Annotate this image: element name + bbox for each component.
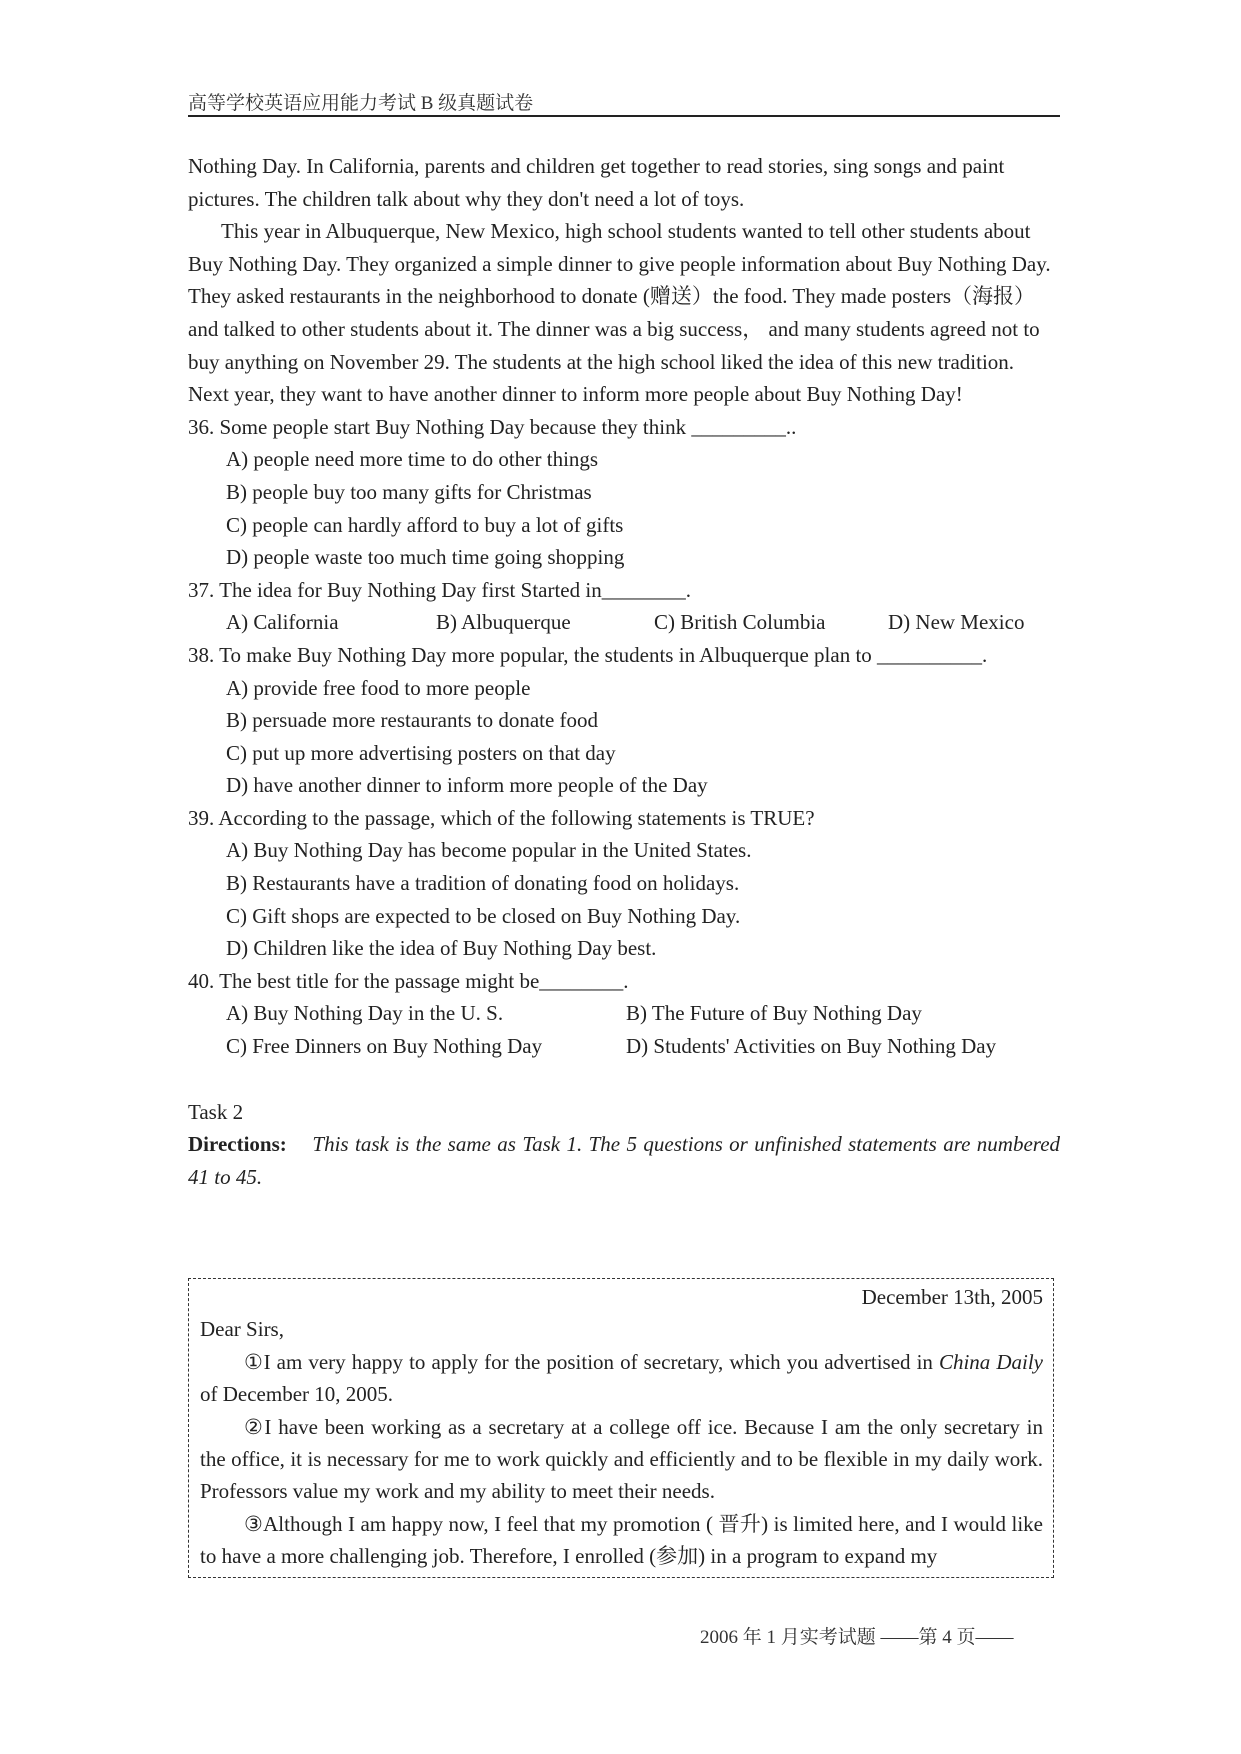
option-d: D) Children like the idea of Buy Nothing Day best. xyxy=(226,936,657,961)
letter-paragraph-2: ②I have been working as a secretary at a college off ice. Because I am the only secretary in the office, it is necessary for me to work quickly and efficiently and to be flexible in my daily work. Professors value my work and my ability to meet their needs. xyxy=(200,1414,1043,1504)
option-c: C) Free Dinners on Buy Nothing Day xyxy=(226,1034,543,1059)
option-d: D) New Mexico xyxy=(888,610,1025,635)
question-36 xyxy=(188,411,1060,574)
option-a: A) provide free food to more people xyxy=(226,675,531,700)
question-stem: 39. According to the passage, which of the following statements is TRUE? xyxy=(188,805,815,830)
letter-salutation: Dear Sirs, xyxy=(200,1317,284,1342)
option-b: B) people buy too many gifts for Christmas xyxy=(226,479,592,504)
page-footer: 2006 年 1 月实考试题 ——第 4 页—— xyxy=(700,1627,1014,1648)
option-d: D) have another dinner to inform more people of the Day xyxy=(226,773,708,798)
option-c: C) people can hardly afford to buy a lot of gifts xyxy=(226,512,624,537)
letter-p1-tail: of December 10, 2005. xyxy=(200,1382,394,1407)
option-b: B) persuade more restaurants to donate food xyxy=(226,708,599,733)
options-row xyxy=(188,1030,1060,1063)
option-c: C) put up more advertising posters on that day xyxy=(226,740,616,765)
option-b: B) Restaurants have a tradition of donating food on holidays. xyxy=(226,871,740,896)
option-a: A) California xyxy=(226,610,339,635)
letter-paragraph-1 xyxy=(200,1346,1043,1411)
question-stem: 38. To make Buy Nothing Day more popular, the students in Albuquerque plan to __________. xyxy=(188,642,988,667)
question-stem: 37. The idea for Buy Nothing Day first Started in________. xyxy=(188,577,691,602)
option-b: B) Albuquerque xyxy=(436,610,571,635)
letter-paragraph-3: ③Although I am happy now, I feel that my promotion ( 晋升) is limited here, and I would like to have a more challenging job. Therefore, I enrolled (参加) in a program to expand my xyxy=(200,1511,1043,1569)
question-stem: 40. The best title for the passage might be________. xyxy=(188,968,629,993)
option-d: D) people waste too much time going shopping xyxy=(226,545,625,570)
page-header: 高等学校英语应用能力考试 B 级真题试卷 xyxy=(188,93,534,114)
newspaper-name: China Daily xyxy=(938,1349,1043,1374)
option-a: A) Buy Nothing Day in the U. S. xyxy=(226,1001,504,1026)
option-b: B) The Future of Buy Nothing Day xyxy=(626,1001,922,1026)
letter-box xyxy=(188,1278,1054,1578)
option-d: D) Students' Activities on Buy Nothing Day xyxy=(626,1034,997,1059)
passage-paragraph-2: This year in Albuquerque, New Mexico, high school students wanted to tell other students about Buy Nothing Day. They organized a simple dinner to give people information about Buy Nothing Day. They asked restaurants in the neighborhood to donate (赠送）the food. They made posters（海报）and talked to other students about it. The dinner was a big success， and many students agreed not to buy anything on November 29. The students at the high school liked the idea of this new tradition. Next year, they want to have another dinner to inform more people about Buy Nothing Day! xyxy=(188,219,1051,407)
question-39 xyxy=(188,802,1060,965)
option-c: C) British Columbia xyxy=(654,610,826,635)
task-2-title: Task 2 xyxy=(188,1099,244,1124)
header-divider xyxy=(188,115,1060,117)
question-40 xyxy=(188,965,1060,1063)
letter-date: December 13th, 2005 xyxy=(861,1285,1043,1309)
task-2-directions xyxy=(188,1128,1060,1193)
passage-body xyxy=(188,150,1060,1193)
options-row xyxy=(188,997,1060,1030)
question-38 xyxy=(188,639,1060,802)
passage-paragraph-1: Nothing Day. In California, parents and children get together to read stories, sing songs and paint pictures. The children talk about why they don't need a lot of toys. xyxy=(188,154,1005,211)
option-a: A) people need more time to do other things xyxy=(226,447,599,472)
option-c: C) Gift shops are expected to be closed on Buy Nothing Day. xyxy=(226,903,741,928)
section-spacer xyxy=(188,1063,1060,1096)
option-a: A) Buy Nothing Day has become popular in the United States. xyxy=(226,838,752,863)
question-37 xyxy=(188,574,1060,639)
letter-p1-text: ①I am very happy to apply for the position of secretary, which you advertised in xyxy=(244,1349,939,1374)
question-stem: 36. Some people start Buy Nothing Day because they think _________.. xyxy=(188,414,797,439)
directions-label: Directions: xyxy=(188,1132,287,1157)
options-row xyxy=(188,606,1060,639)
directions-text: This task is the same as Task 1. The 5 questions or unfinished statements are numbered 41 to 45. xyxy=(188,1132,1061,1189)
